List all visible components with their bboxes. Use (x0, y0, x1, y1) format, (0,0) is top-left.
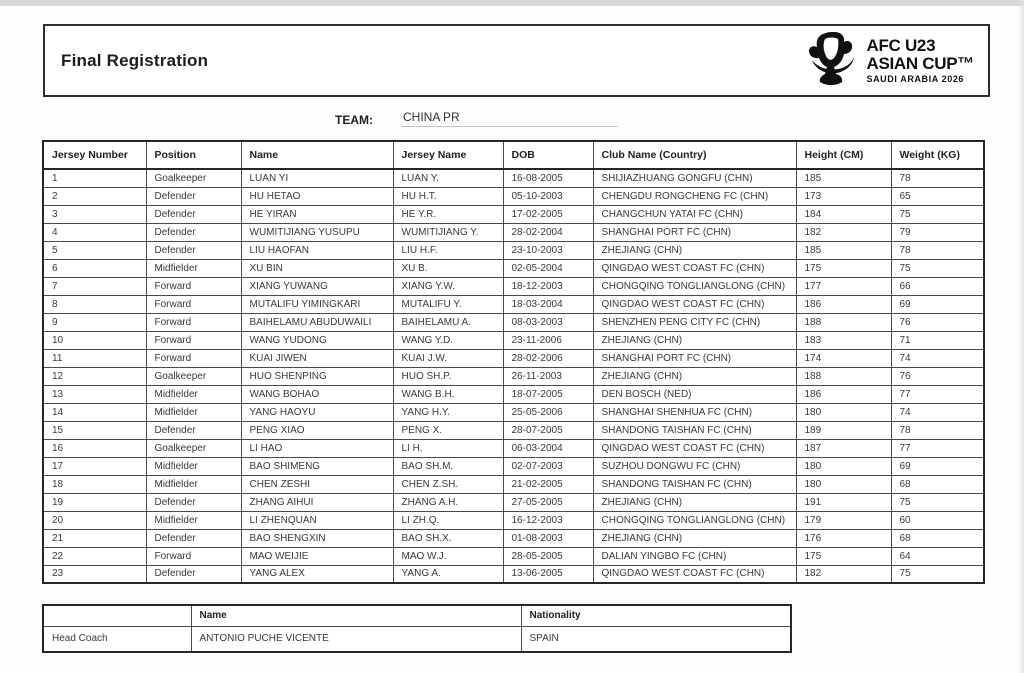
table-row (43, 626, 791, 652)
scan-edge-shadow (1018, 0, 1024, 673)
cell: PENG XIAO (241, 421, 393, 439)
cell: ZHANG AIHUI (241, 493, 393, 511)
cell: 186 (796, 295, 891, 313)
team-label: TEAM: (335, 113, 373, 127)
cell: 188 (796, 367, 891, 385)
cell: Goalkeeper (146, 169, 241, 187)
cell: ANTONIO PUCHE VICENTE (191, 626, 521, 652)
cell: 179 (796, 511, 891, 529)
cell: 77 (891, 439, 984, 457)
cell: 11 (43, 349, 146, 367)
cell: 187 (796, 439, 891, 457)
cell: 3 (43, 205, 146, 223)
cell: BAIHELAMU ABUDUWAILI (241, 313, 393, 331)
cell: ZHANG A.H. (393, 493, 503, 511)
table-row (43, 529, 984, 547)
cell: 182 (796, 565, 891, 583)
column-header: Jersey Name (393, 141, 503, 169)
cell: SPAIN (521, 626, 791, 652)
column-header: Jersey Number (43, 141, 146, 169)
cell: HE Y.R. (393, 205, 503, 223)
table-row (43, 403, 984, 421)
table-row (43, 493, 984, 511)
cell: YANG HAOYU (241, 403, 393, 421)
cell: 177 (796, 277, 891, 295)
coach-body (43, 626, 791, 652)
cell: HU H.T. (393, 187, 503, 205)
cell: 74 (891, 349, 984, 367)
cell: HE YIRAN (241, 205, 393, 223)
cell: 5 (43, 241, 146, 259)
cell: 28-02-2006 (503, 349, 593, 367)
cell: ZHEJIANG (CHN) (593, 331, 796, 349)
cell: 180 (796, 475, 891, 493)
cell: SUZHOU DONGWU FC (CHN) (593, 457, 796, 475)
cell: MAO WEIJIE (241, 547, 393, 565)
cell: 25-05-2006 (503, 403, 593, 421)
cell: 185 (796, 169, 891, 187)
cell: Forward (146, 331, 241, 349)
cell: 01-08-2003 (503, 529, 593, 547)
cell: CHANGCHUN YATAI FC (CHN) (593, 205, 796, 223)
cell: 28-07-2005 (503, 421, 593, 439)
cell: Midfielder (146, 385, 241, 403)
team-value: CHINA PR (401, 110, 618, 127)
cell: WUMITIJIANG YUSUPU (241, 223, 393, 241)
column-header: DOB (503, 141, 593, 169)
cell: 12 (43, 367, 146, 385)
cell: 191 (796, 493, 891, 511)
coach-header-row (43, 605, 791, 626)
cell: ZHEJIANG (CHN) (593, 367, 796, 385)
table-row (43, 385, 984, 403)
cell: 79 (891, 223, 984, 241)
cell: 182 (796, 223, 891, 241)
cell: HU HETAO (241, 187, 393, 205)
column-header: Name (241, 141, 393, 169)
cell: CHONGQING TONGLIANGLONG (CHN) (593, 511, 796, 529)
cell: 175 (796, 259, 891, 277)
cell: Midfielder (146, 475, 241, 493)
cell: BAO SH.M. (393, 457, 503, 475)
table-row (43, 241, 984, 259)
cell: DALIAN YINGBO FC (CHN) (593, 547, 796, 565)
tournament-logo-text (866, 37, 974, 84)
table-row (43, 475, 984, 493)
cell: 22 (43, 547, 146, 565)
scan-edge-strip (0, 0, 1024, 6)
column-header: Weight (KG) (891, 141, 984, 169)
cell: 78 (891, 169, 984, 187)
cell: 4 (43, 223, 146, 241)
cell: SHANDONG TAISHAN FC (CHN) (593, 421, 796, 439)
cell: 16-08-2005 (503, 169, 593, 187)
column-header (43, 605, 191, 626)
cell: 69 (891, 457, 984, 475)
table-row (43, 295, 984, 313)
cell: 13-06-2005 (503, 565, 593, 583)
cell: 14 (43, 403, 146, 421)
cell: 78 (891, 241, 984, 259)
cell: YANG ALEX (241, 565, 393, 583)
cell: 28-02-2004 (503, 223, 593, 241)
table-row (43, 349, 984, 367)
cell: 20 (43, 511, 146, 529)
roster-table (42, 140, 985, 584)
cell: QINGDAO WEST COAST FC (CHN) (593, 439, 796, 457)
cell: 28-05-2005 (503, 547, 593, 565)
cell: SHENZHEN PENG CITY FC (CHN) (593, 313, 796, 331)
cell: 76 (891, 367, 984, 385)
table-row (43, 421, 984, 439)
cell: KUAI J.W. (393, 349, 503, 367)
cell: 185 (796, 241, 891, 259)
cell: 18 (43, 475, 146, 493)
cell: 184 (796, 205, 891, 223)
cell: YANG H.Y. (393, 403, 503, 421)
cell: XIANG YUWANG (241, 277, 393, 295)
table-row (43, 223, 984, 241)
cell: 188 (796, 313, 891, 331)
cell: 186 (796, 385, 891, 403)
table-row (43, 169, 984, 187)
cell: LI ZHENQUAN (241, 511, 393, 529)
cell: 23-10-2003 (503, 241, 593, 259)
cell: 75 (891, 493, 984, 511)
cell: ZHEJIANG (CHN) (593, 529, 796, 547)
cell: Defender (146, 529, 241, 547)
cell: LI HAO (241, 439, 393, 457)
cell: LI ZH.Q. (393, 511, 503, 529)
cell: Midfielder (146, 259, 241, 277)
cell: 08-03-2003 (503, 313, 593, 331)
cell: 8 (43, 295, 146, 313)
cell: 76 (891, 313, 984, 331)
cell: 77 (891, 385, 984, 403)
cell: 13 (43, 385, 146, 403)
cell: LUAN YI (241, 169, 393, 187)
cell: BAO SHIMENG (241, 457, 393, 475)
cell: 75 (891, 565, 984, 583)
cell: 21-02-2005 (503, 475, 593, 493)
cell: 71 (891, 331, 984, 349)
cell: 183 (796, 331, 891, 349)
coach-table (42, 604, 792, 653)
cell: 75 (891, 205, 984, 223)
cell: KUAI JIWEN (241, 349, 393, 367)
cell: Forward (146, 547, 241, 565)
column-header: Position (146, 141, 241, 169)
cell: XIANG Y.W. (393, 277, 503, 295)
table-row (43, 277, 984, 295)
cell: Goalkeeper (146, 439, 241, 457)
cell: Defender (146, 241, 241, 259)
column-header: Name (191, 605, 521, 626)
cell: 66 (891, 277, 984, 295)
cell: MUTALIFU YIMINGKARI (241, 295, 393, 313)
cell: Forward (146, 349, 241, 367)
cell: DEN BOSCH (NED) (593, 385, 796, 403)
table-row (43, 205, 984, 223)
cell: ZHEJIANG (CHN) (593, 493, 796, 511)
cell: YANG A. (393, 565, 503, 583)
logo-line-1: AFC U23 (866, 36, 936, 55)
cell: QINGDAO WEST COAST FC (CHN) (593, 259, 796, 277)
cell: 64 (891, 547, 984, 565)
team-line (335, 110, 618, 127)
cell: LUAN Y. (393, 169, 503, 187)
cell: 17-02-2005 (503, 205, 593, 223)
table-row (43, 547, 984, 565)
cell: 02-07-2003 (503, 457, 593, 475)
cell: 69 (891, 295, 984, 313)
cell: 78 (891, 421, 984, 439)
table-row (43, 331, 984, 349)
cell: 02-05-2004 (503, 259, 593, 277)
column-header: Nationality (521, 605, 791, 626)
cell: XU BIN (241, 259, 393, 277)
cell: BAO SH.X. (393, 529, 503, 547)
cell: CHONGQING TONGLIANGLONG (CHN) (593, 277, 796, 295)
table-row (43, 187, 984, 205)
cell: WANG BOHAO (241, 385, 393, 403)
cell: 176 (796, 529, 891, 547)
cell: 19 (43, 493, 146, 511)
cell: CHEN ZESHI (241, 475, 393, 493)
cell: 60 (891, 511, 984, 529)
cell: Midfielder (146, 457, 241, 475)
cell: SHIJIAZHUANG GONGFU (CHN) (593, 169, 796, 187)
cell: Midfielder (146, 403, 241, 421)
cell: 68 (891, 529, 984, 547)
cell: 180 (796, 457, 891, 475)
cell: Defender (146, 493, 241, 511)
cell: Defender (146, 223, 241, 241)
cell: 75 (891, 259, 984, 277)
cell: Goalkeeper (146, 367, 241, 385)
cell: HUO SHENPING (241, 367, 393, 385)
cell: 26-11-2003 (503, 367, 593, 385)
table-row (43, 367, 984, 385)
table-row (43, 511, 984, 529)
cell: 68 (891, 475, 984, 493)
cell: QINGDAO WEST COAST FC (CHN) (593, 565, 796, 583)
column-header: Height (CM) (796, 141, 891, 169)
cell: 18-07-2005 (503, 385, 593, 403)
cell: QINGDAO WEST COAST FC (CHN) (593, 295, 796, 313)
page-title: Final Registration (61, 50, 209, 70)
cell: 173 (796, 187, 891, 205)
cell: 7 (43, 277, 146, 295)
cell: XU B. (393, 259, 503, 277)
cell: 17 (43, 457, 146, 475)
cell: 06-03-2004 (503, 439, 593, 457)
tournament-logo (804, 30, 988, 92)
cell: 05-10-2003 (503, 187, 593, 205)
cell: Head Coach (43, 626, 191, 652)
cell: PENG X. (393, 421, 503, 439)
cell: 6 (43, 259, 146, 277)
column-header: Club Name (Country) (593, 141, 796, 169)
cell: LI H. (393, 439, 503, 457)
table-row (43, 439, 984, 457)
cell: 27-05-2005 (503, 493, 593, 511)
cell: 74 (891, 403, 984, 421)
cell: WANG Y.D. (393, 331, 503, 349)
cell: Midfielder (146, 511, 241, 529)
cell: 15 (43, 421, 146, 439)
logo-line-3: SAUDI ARABIA 2026 (866, 74, 965, 84)
cell: Forward (146, 313, 241, 331)
roster-header-row (43, 141, 984, 169)
table-row (43, 565, 984, 583)
cell: CHENGDU RONGCHENG FC (CHN) (593, 187, 796, 205)
cell: Defender (146, 565, 241, 583)
cell: Defender (146, 421, 241, 439)
cell: BAO SHENGXIN (241, 529, 393, 547)
cell: WANG YUDONG (241, 331, 393, 349)
table-row (43, 259, 984, 277)
cell: SHANGHAI PORT FC (CHN) (593, 223, 796, 241)
cell: 18-03-2004 (503, 295, 593, 313)
cell: 1 (43, 169, 146, 187)
cell: 2 (43, 187, 146, 205)
cell: LIU HAOFAN (241, 241, 393, 259)
cell: BAIHELAMU A. (393, 313, 503, 331)
cell: Forward (146, 277, 241, 295)
cell: MUTALIFU Y. (393, 295, 503, 313)
header-box (43, 24, 990, 97)
logo-line-2: ASIAN CUP™ (866, 54, 974, 73)
cell: 18-12-2003 (503, 277, 593, 295)
cell: 23 (43, 565, 146, 583)
cell: 65 (891, 187, 984, 205)
cell: 189 (796, 421, 891, 439)
cell: 16-12-2003 (503, 511, 593, 529)
table-row (43, 457, 984, 475)
cell: 180 (796, 403, 891, 421)
cell: 175 (796, 547, 891, 565)
roster-body (43, 169, 984, 583)
cell: WANG B.H. (393, 385, 503, 403)
cell: SHANGHAI SHENHUA FC (CHN) (593, 403, 796, 421)
cell: 9 (43, 313, 146, 331)
cell: Forward (146, 295, 241, 313)
cell: 174 (796, 349, 891, 367)
cell: LIU H.F. (393, 241, 503, 259)
cell: WUMITIJIANG Y. (393, 223, 503, 241)
cell: 16 (43, 439, 146, 457)
cell: CHEN Z.SH. (393, 475, 503, 493)
cell: 23-11-2006 (503, 331, 593, 349)
cell: 21 (43, 529, 146, 547)
cell: SHANGHAI PORT FC (CHN) (593, 349, 796, 367)
cell: Defender (146, 187, 241, 205)
cell: SHANDONG TAISHAN FC (CHN) (593, 475, 796, 493)
table-row (43, 313, 984, 331)
afc-trophy-icon (804, 30, 858, 92)
cell: MAO W.J. (393, 547, 503, 565)
cell: 10 (43, 331, 146, 349)
cell: ZHEJIANG (CHN) (593, 241, 796, 259)
cell: HUO SH.P. (393, 367, 503, 385)
cell: Defender (146, 205, 241, 223)
